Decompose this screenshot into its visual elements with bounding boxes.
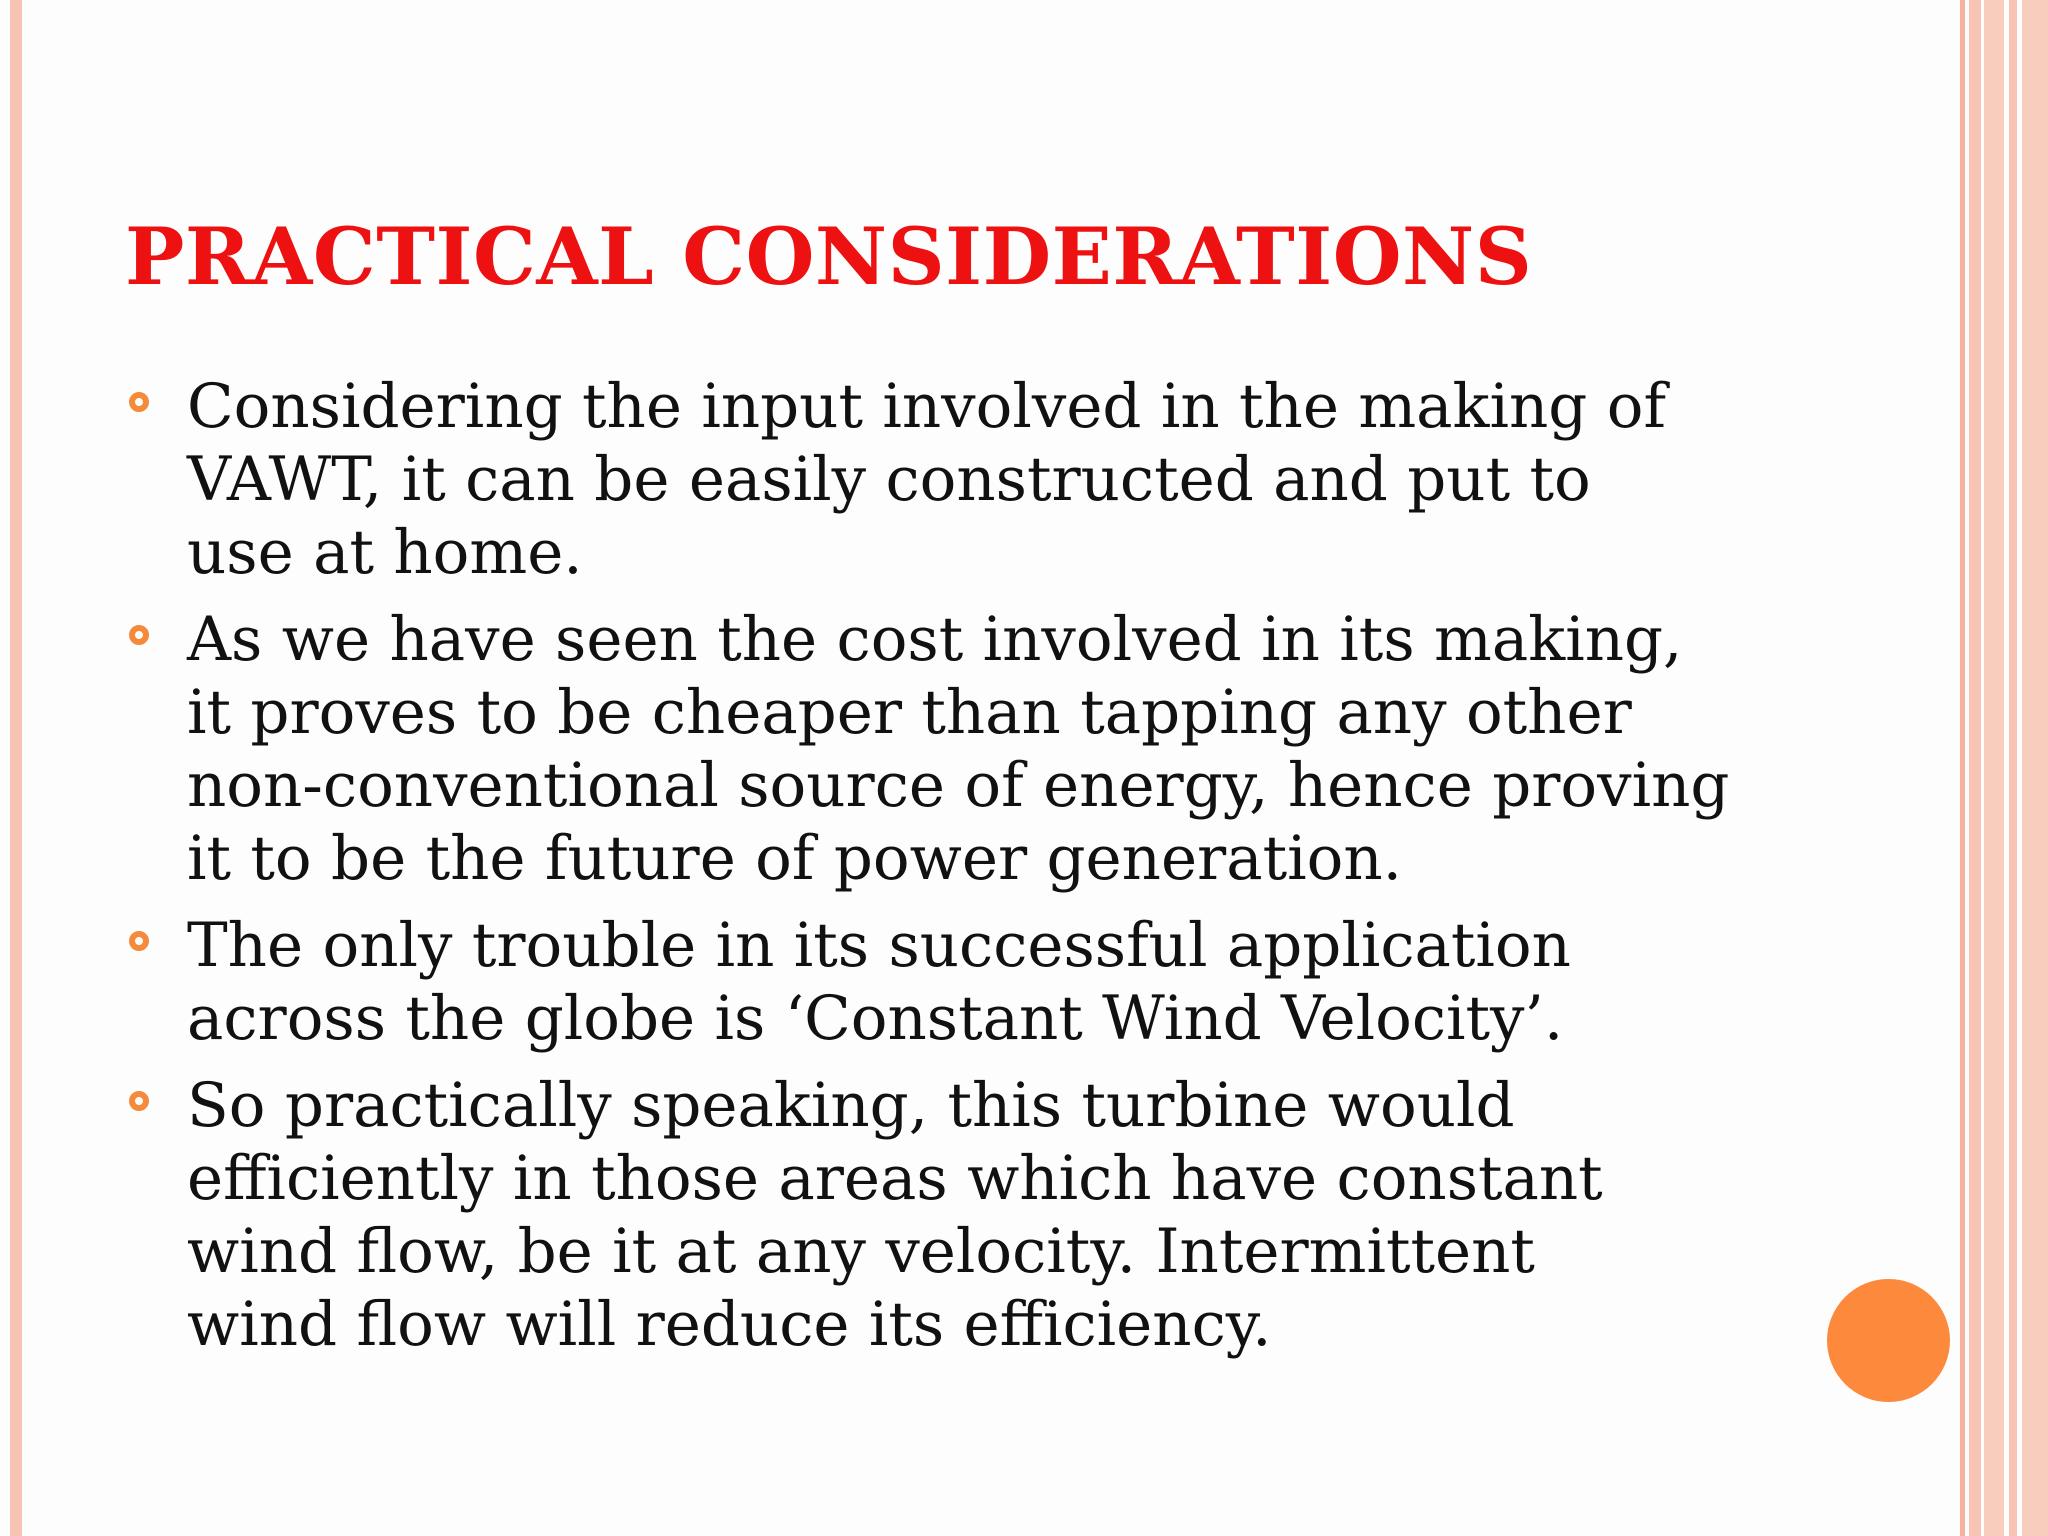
bullet-line: VAWT, it can be easily constructed and put to xyxy=(187,444,1591,515)
bullet-list xyxy=(125,370,1825,1375)
right-border-stripe xyxy=(1984,0,2004,1536)
bullet-item xyxy=(125,909,1825,1055)
right-border-stripe xyxy=(2022,0,2048,1536)
bullet-line: use at home. xyxy=(187,517,583,588)
bullet-circle-icon xyxy=(129,931,149,951)
bullet-circle-icon xyxy=(129,625,149,645)
bullet-line: The only trouble in its successful application xyxy=(187,910,1571,981)
bullet-line: wind flow, be it at any velocity. Intermittent xyxy=(187,1216,1535,1287)
slide-title: PRACTICAL CONSIDERATIONS xyxy=(125,210,1533,303)
bullet-line: non-conventional source of energy, hence proving xyxy=(187,750,1730,821)
bullet-line: wind flow will reduce its efficiency. xyxy=(187,1289,1272,1360)
bullet-line: across the globe is ‘Constant Wind Velocity’. xyxy=(187,983,1564,1054)
right-border-stripe xyxy=(2009,0,2017,1536)
right-border-stripe xyxy=(1960,0,1965,1536)
bullet-item xyxy=(125,1069,1825,1361)
right-border-stripe xyxy=(1969,0,1981,1536)
bullet-item xyxy=(125,370,1825,589)
bullet-circle-icon xyxy=(129,1091,149,1111)
bullet-item xyxy=(125,603,1825,895)
bullet-line: So practically speaking, this turbine would xyxy=(187,1070,1515,1141)
bullet-line: As we have seen the cost involved in its making, xyxy=(187,604,1683,675)
bullet-line: it to be the future of power generation. xyxy=(187,823,1402,894)
left-border-stripe xyxy=(10,0,22,1536)
bullet-line: efficiently in those areas which have constant xyxy=(187,1143,1603,1214)
bullet-line: Considering the input involved in the making of xyxy=(187,371,1667,442)
bullet-circle-icon xyxy=(129,392,149,412)
bullet-line: it proves to be cheaper than tapping any other xyxy=(187,677,1632,748)
accent-circle-icon xyxy=(1827,1279,1950,1402)
